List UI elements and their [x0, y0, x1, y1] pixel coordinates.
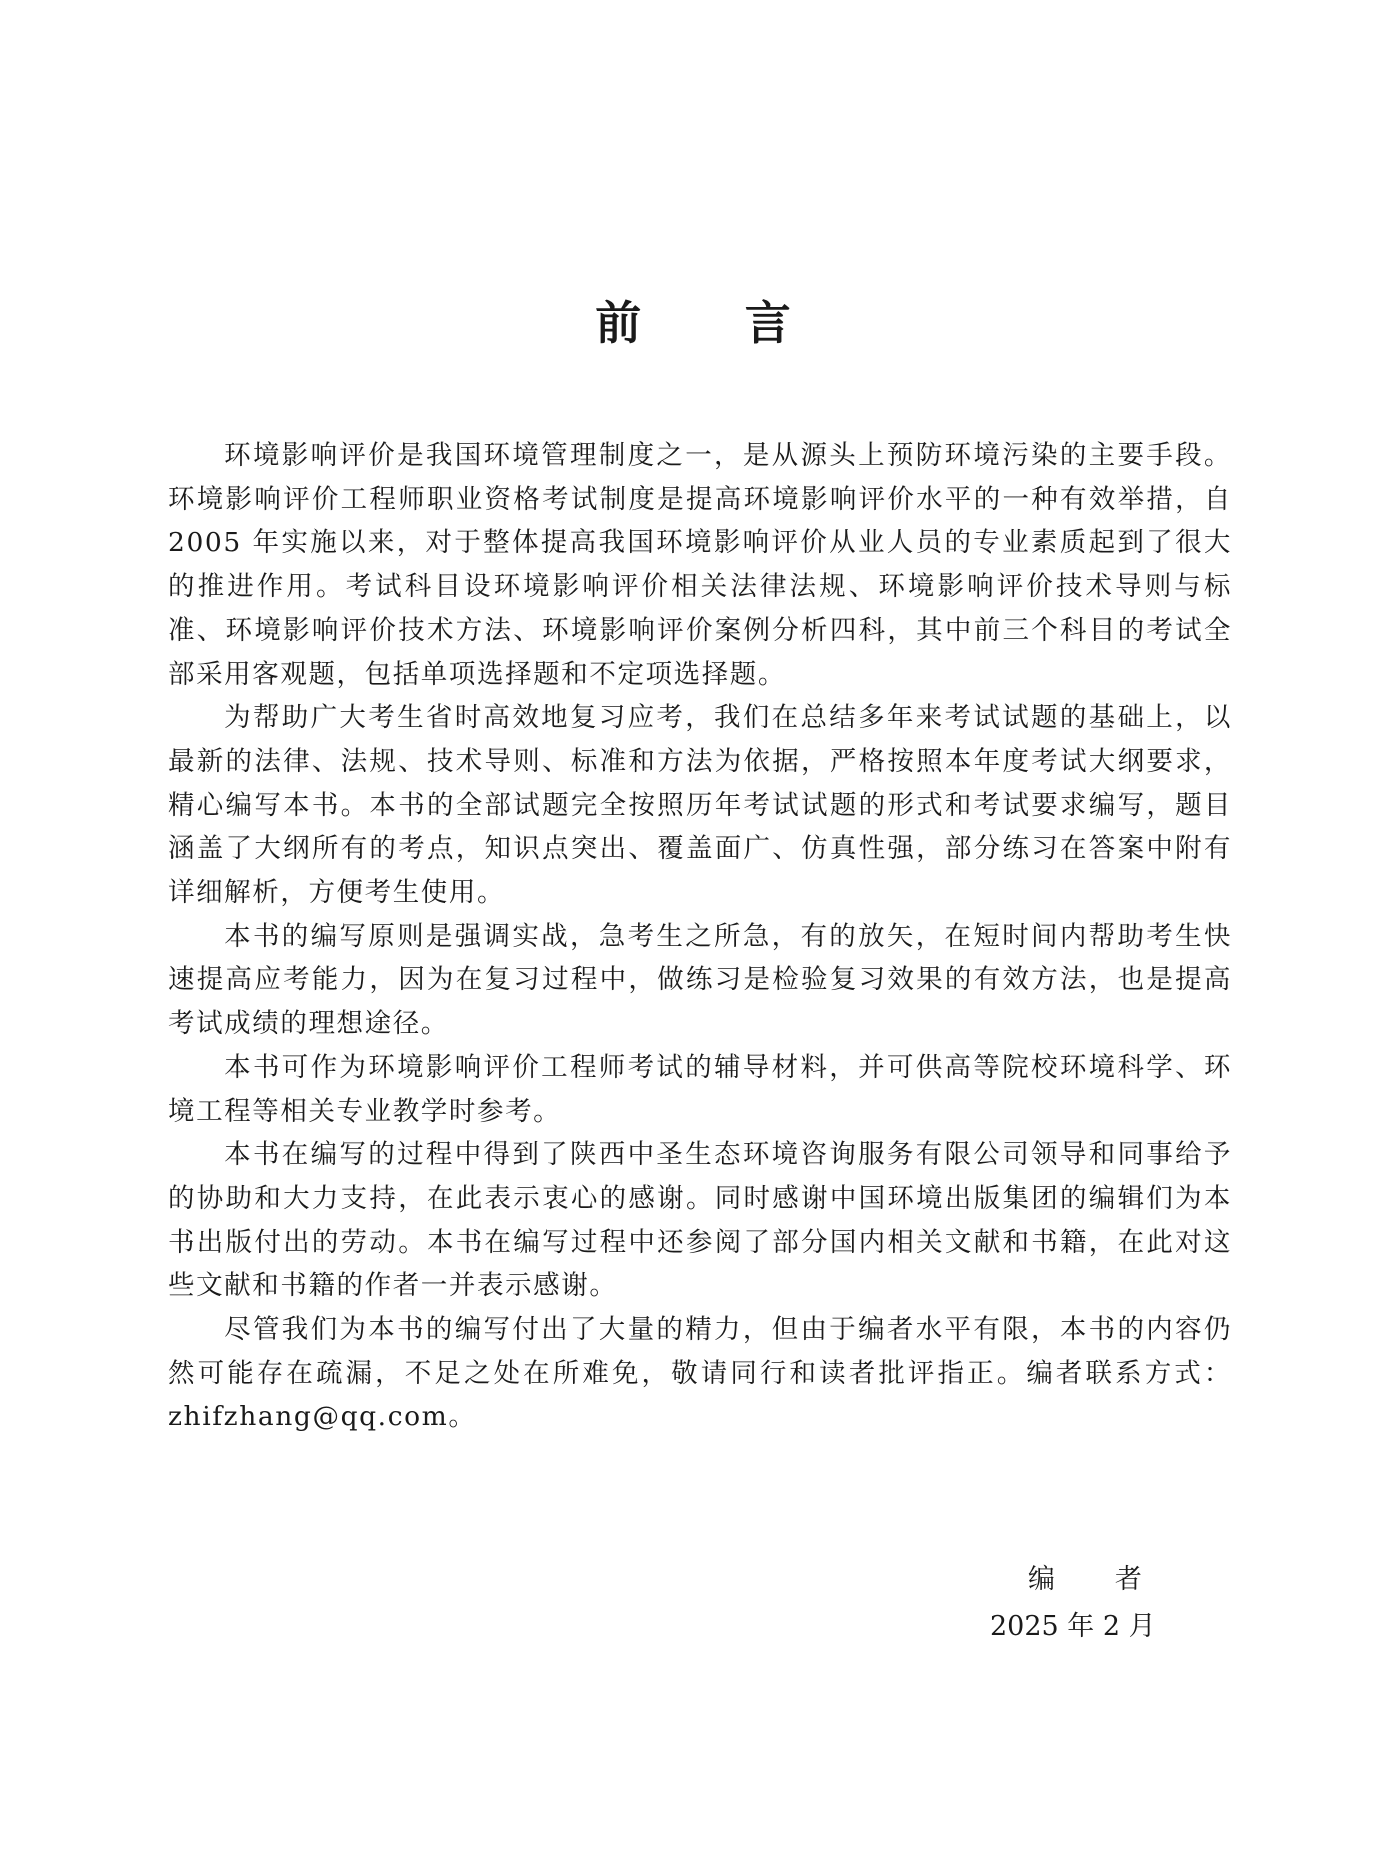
paragraph: 尽管我们为本书的编写付出了大量的精力，但由于编者水平有限，本书的内容仍然可能存在疏漏，不足之处在所难免，敬请同行和读者批评指正。编者联系方式：zhifzhang@qq.com。 — [168, 1314, 1232, 1433]
paragraph: 本书可作为环境影响评价工程师考试的辅导材料，并可供高等院校环境科学、环境工程等相关专业教学时参考。 — [168, 1051, 1232, 1127]
paragraph: 本书在编写的过程中得到了陕西中圣生态环境咨询服务有限公司领导和同事给予的协助和大力支持，在此表示衷心的感谢。同时感谢中国环境出版集团的编辑们为本书出版付出的劳动。本书在编写过程中还参阅了部分国内相关文献和书籍，在此对这些文献和书籍的作者一并表示感谢。 — [168, 1139, 1232, 1302]
paragraph: 环境影响评价是我国环境管理制度之一，是从源头上预防环境污染的主要手段。环境影响评价工程师职业资格考试制度是提高环境影响评价水平的一种有效举措，自 2005 年实施以来，对于整体提高我国环境影响评价从业人员的专业素质起到了很大的推进作用。考试科目设环境影响评价相关法律法规、环境影响评价技术导则与标准、环境影响评价技术方法、环境影响评价案例分析四科，其中前三个科目的考试全部采用客观题，包括单项选择题和不定项选择题。 — [168, 440, 1232, 690]
signature-date: 2025 年 2 月 — [990, 1611, 1156, 1642]
signature-block — [960, 1556, 1180, 1650]
page-title: 前 言 — [595, 296, 835, 350]
paragraph: 本书的编写原则是强调实战，急考生之所急，有的放矢，在短时间内帮助考生快速提高应考能力，因为在复习过程中，做练习是检验复习效果的有效方法，也是提高考试成绩的理想途径。 — [168, 920, 1232, 1040]
signature-author: 编 者 — [1028, 1564, 1168, 1595]
paragraph: 为帮助广大考生省时高效地复习应考，我们在总结多年来考试试题的基础上，以最新的法律、法规、技术导则、标准和方法为依据，严格按照本年度考试大纲要求，精心编写本书。本书的全部试题完全按照历年考试试题的形式和考试要求编写，题目涵盖了大纲所有的考点，知识点突出、覆盖面广、仿真性强，部分练习在答案中附有详细解析，方便考生使用。 — [168, 702, 1232, 909]
preface-body — [168, 434, 1232, 1439]
